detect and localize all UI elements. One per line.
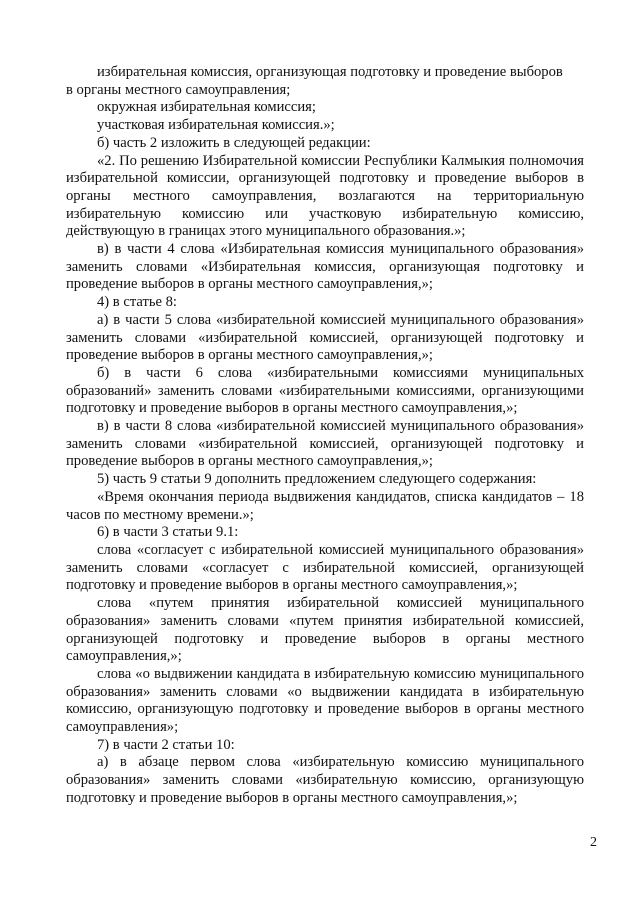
paragraph-18: а) в абзаце первом слова «избирательную комиссию муниципального образования» заменить словами «избирательную комиссию, организующую подготовку и проведение выборов в органы местного самоуправления,»;	[66, 754, 584, 806]
paragraph-5: «2. По решению Избирательной комиссии Республики Калмыкия полномочия избирательной комиссии, организующей подготовку и проведение выборов в органы местного самоуправления, возлагаются на территориальную избирательную комиссию или участковую избирательную комиссию, действующую в границах этого муниципального образования.»;	[66, 152, 584, 240]
paragraph-3: участковая избирательная комиссия.»;	[97, 117, 335, 134]
paragraph-13: 6) в части 3 статьи 9.1:	[97, 524, 239, 541]
paragraph-17: 7) в части 2 статьи 10:	[97, 736, 235, 753]
paragraph-8: а) в части 5 слова «избирательной комиссией муниципального образования» заменить словами «избирательной комиссией, организующей подготовку и проведение выборов в органы местного самоуправления,»;	[66, 311, 584, 364]
paragraph-1: избирательная комиссия, организующая подготовку и проведение выборов в органы местного самоуправления;	[66, 64, 563, 98]
paragraph-4: б) часть 2 изложить в следующей редакции:	[97, 134, 371, 151]
paragraph-6: в) в части 4 слова «Избирательная комиссия муниципального образования» заменить словами «Избирательная комиссия, организующая подготовку и проведение выборов в органы местного самоуправления,»;	[66, 241, 584, 293]
paragraph-9: б) в части 6 слова «избирательными комиссиями муниципальных образований» заменить словами «избирательными комиссиями, организующими подготовку и проведение выборов в органы местного самоуправления,»;	[66, 364, 584, 417]
paragraph-16: слова «о выдвижении кандидата в избирательную комиссию муниципального образования» заменить словами «о выдвижении кандидата в избирательную комиссию, организующую подготовку и проведение выборов в органы местного самоуправления»;	[66, 665, 584, 736]
paragraph-10: в) в части 8 слова «избирательной комиссией муниципального образования» заменить словами «избирательной комиссией, организующей подготовку и проведение выборов в органы местного самоуправления,»;	[66, 418, 584, 470]
paragraph-11: 5) часть 9 статьи 9 дополнить предложением следующего содержания:	[97, 471, 537, 488]
document-body	[66, 64, 584, 808]
paragraph-15: слова «путем принятия избирательной комиссией муниципального образования» заменить словами «путем принятия избирательной комиссией, организующей подготовку и проведение выборов в органы местного самоуправления,»;	[66, 595, 584, 665]
paragraph-14: слова «согласует с избирательной комиссией муниципального образования» заменить словами «согласует с избирательной комиссией, организующей подготовку и проведение выборов в органы местного самоуправления,»;	[66, 541, 584, 594]
paragraph-7: 4) в статье 8:	[97, 294, 177, 311]
paragraph-12: «Время окончания периода выдвижения кандидатов, списка кандидатов – 18 часов по местному времени.»;	[66, 488, 584, 523]
page-number: 2	[590, 835, 597, 850]
paragraph-2: окружная избирательная комиссия;	[97, 99, 316, 116]
